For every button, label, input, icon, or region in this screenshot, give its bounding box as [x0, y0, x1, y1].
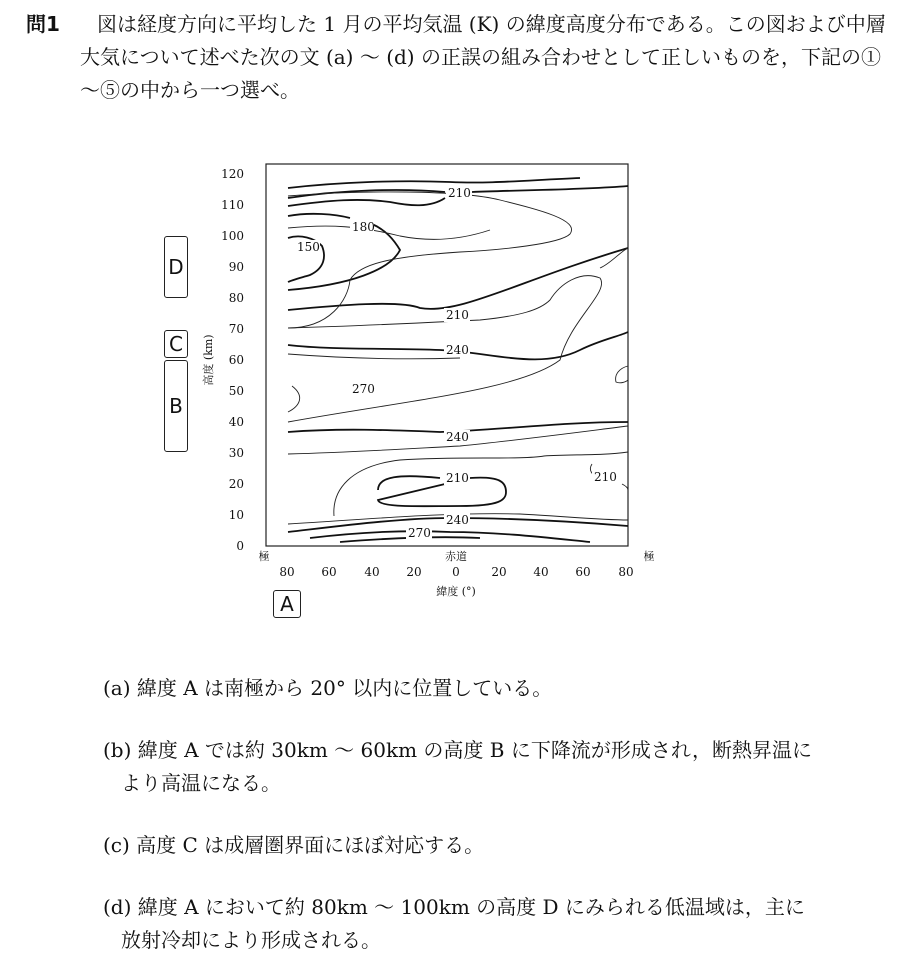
contour-label: 150	[297, 240, 320, 254]
y-tick: 90	[228, 260, 244, 274]
contour-line	[288, 226, 490, 239]
y-tick: 10	[228, 508, 244, 522]
x-tick: 60	[321, 565, 337, 579]
y-tick: 50	[228, 384, 244, 398]
statement-line: (d) 緯度 A において約 80km ～ 100km の高度 D にみられる低温域は，主に	[103, 895, 805, 919]
x-tick: 80	[279, 565, 295, 579]
statement-c	[103, 829, 863, 862]
pole-left-label: 極	[258, 550, 270, 563]
contour-plot	[160, 160, 680, 630]
marker-c: C	[164, 330, 188, 358]
statement-line-continued: より高温になる。	[121, 771, 281, 795]
contour-label: 240	[446, 430, 469, 444]
contour-label: 270	[408, 526, 431, 540]
y-tick: 20	[228, 477, 244, 491]
equator-label: 赤道	[445, 550, 467, 563]
marker-d: D	[164, 236, 188, 298]
question	[26, 8, 896, 107]
y-tick: 40	[228, 415, 244, 429]
statement-a	[103, 672, 863, 705]
x-tick: 20	[406, 565, 422, 579]
thick-contours	[288, 178, 628, 542]
x-tick: 40	[533, 565, 549, 579]
contour-line	[288, 386, 300, 412]
contour-line	[288, 178, 580, 188]
y-tick: 30	[228, 446, 244, 460]
contour-line	[288, 248, 628, 310]
contour-line	[378, 476, 506, 506]
contour-label: 210	[446, 471, 469, 485]
statement-d	[103, 891, 863, 957]
contour-label: 210	[594, 470, 617, 484]
y-tick: 60	[228, 353, 244, 367]
x-tick: 60	[575, 565, 591, 579]
y-tick: 0	[236, 539, 244, 553]
contour-label: 270	[352, 382, 375, 396]
contour-line	[600, 248, 628, 268]
question-number: 問1	[26, 12, 60, 36]
y-tick: 100	[221, 229, 244, 243]
question-text: 図は経度方向に平均した 1 月の平均気温 (K) の緯度高度分布である。この図および中層大気について述べた次の文 (a) ～ (d) の正誤の組み合わせとして正しいものを，下記の①～⑤の中から一つ選べ。	[80, 12, 886, 102]
x-tick: 80	[618, 565, 634, 579]
contour-label: 210	[448, 186, 471, 200]
statement-b	[103, 734, 863, 800]
contour-line	[616, 366, 628, 383]
y-tick: 120	[221, 167, 244, 181]
contour-label: 240	[446, 343, 469, 357]
contour-line	[288, 354, 460, 359]
statement-line: (a) 緯度 A は南極から 20° 以内に位置している。	[103, 676, 553, 700]
marker-a: A	[273, 590, 301, 618]
statement-line: (c) 高度 C は成層圏界面にほぼ対応する。	[103, 833, 485, 857]
x-tick: 0	[452, 565, 460, 579]
contour-line	[288, 192, 572, 328]
y-axis-label: 高度 (km)	[202, 334, 215, 386]
temperature-figure	[160, 160, 680, 630]
marker-b: B	[164, 360, 188, 452]
y-tick: 110	[221, 198, 244, 212]
contour-label: 180	[352, 220, 375, 234]
x-tick: 40	[364, 565, 380, 579]
contour-label: 240	[446, 513, 469, 527]
statement-line-continued: 放射冷却により形成される。	[121, 928, 381, 952]
pole-right-label: 極	[643, 550, 655, 563]
x-tick: 20	[491, 565, 507, 579]
statement-line: (b) 緯度 A では約 30km ～ 60km の高度 B に下降流が形成され，断熱昇温に	[103, 738, 813, 762]
contour-label: 210	[446, 308, 469, 322]
contour-line	[334, 452, 628, 516]
y-tick: 80	[228, 291, 244, 305]
x-axis-label: 緯度 (°)	[436, 585, 476, 598]
y-tick: 70	[228, 322, 244, 336]
